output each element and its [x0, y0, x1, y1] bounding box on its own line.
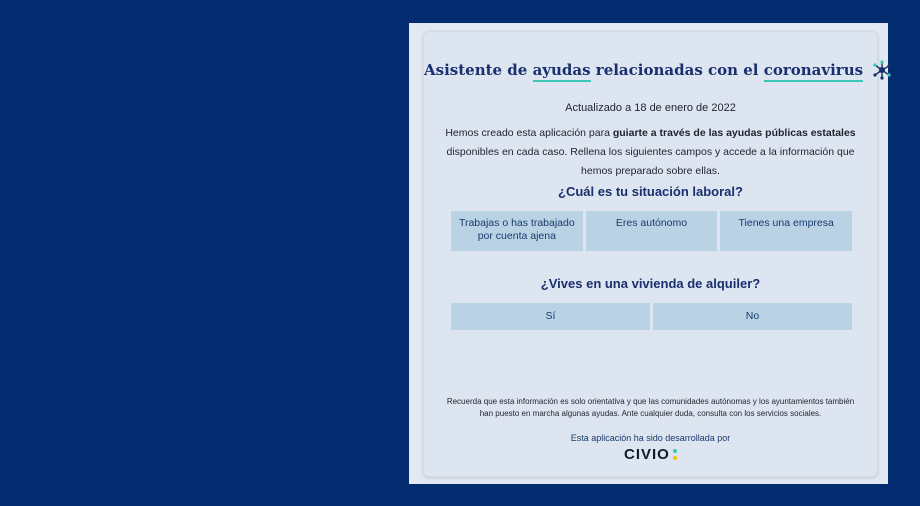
- title-prefix: Asistente de: [424, 61, 533, 79]
- option-cuenta-ajena-button[interactable]: Trabajas o has trabajado por cuenta ajena: [451, 211, 583, 251]
- intro-part2: disponibles en cada caso. Rellena los siguientes campos y accede a la información que hemos preparado sobre ellas.: [446, 146, 855, 177]
- title-highlight-coronavirus: coronavirus: [764, 61, 863, 82]
- updated-date: Actualizado a 18 de enero de 2022: [565, 102, 736, 114]
- app-frame: [409, 23, 888, 484]
- assistant-card: [423, 31, 878, 477]
- developed-by-text: Esta aplicación ha sido desarrollada por: [570, 433, 731, 443]
- question-rent: ¿Vives en una vivienda de alquiler?: [540, 276, 761, 291]
- intro-text: [444, 124, 857, 181]
- title-highlight-ayudas: ayudas: [533, 61, 591, 82]
- civio-logo-text: CIVIO: [624, 445, 670, 463]
- civio-logo-link[interactable]: [624, 445, 677, 463]
- option-empresa-button[interactable]: Tienes una empresa: [720, 211, 852, 251]
- disclaimer-notice: Recuerda que esta información es solo orientativa y que las comunidades autónomas y los ayuntamientos también han puesto en marcha algunas ayudas. Ante cualquier duda, consulta con los servicios sociales.: [446, 397, 855, 418]
- option-si-button[interactable]: Sí: [451, 303, 650, 330]
- rent-options: [451, 303, 852, 330]
- title-middle: relacionadas con el: [590, 61, 764, 79]
- option-no-button[interactable]: No: [653, 303, 852, 330]
- intro-bold: guiarte a través de las ayudas públicas estatales: [612, 127, 856, 139]
- option-autonomo-button[interactable]: Eres autónomo: [586, 211, 718, 251]
- work-status-options: [451, 211, 852, 251]
- logo-dots-icon: [673, 449, 677, 460]
- page-title: [424, 60, 877, 80]
- virus-icon: [872, 60, 892, 80]
- question-work-status: ¿Cuál es tu situación laboral?: [558, 184, 743, 199]
- intro-part1: Hemos creado esta aplicación para: [445, 127, 613, 139]
